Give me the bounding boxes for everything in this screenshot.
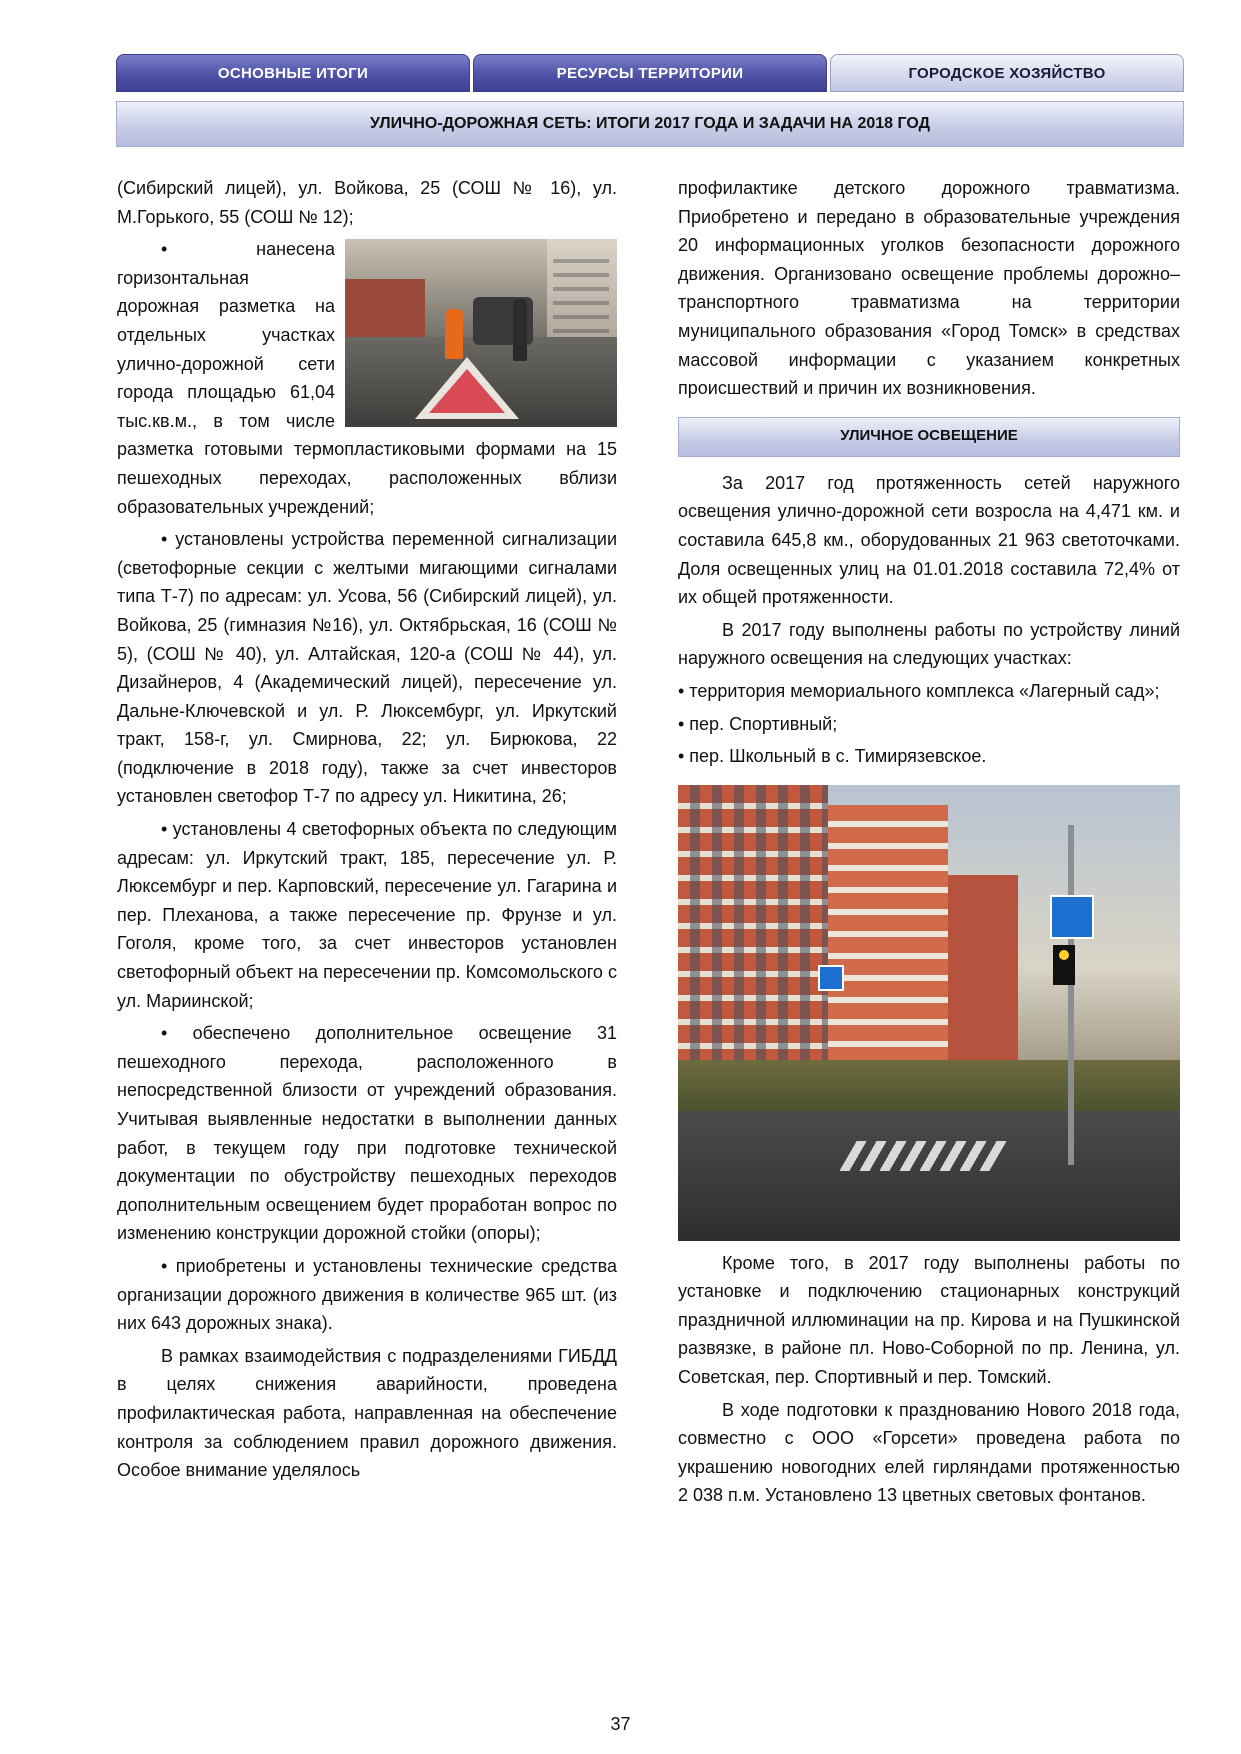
bullet-item: • территория мемориального комплекса «Лагерный сад»; — [678, 680, 1160, 701]
bullet-item: • установлены устройства переменной сигнализации (светофорные секции с желтыми мигающими сигналами типа Т-7) по адресам: ул. Усова, 56 (Сибирский лицей), ул. Войкова, 25 (гимназия №16), ул. Октябрьская, 16 (СОШ № 5), (СОШ № 40), ул. Алтайская, 120-а (СОШ № 44), ул. Дизайнеров, 4 (Академический лицей), пересечение ул. Дальне-Ключевской и ул. Р. Люксембург, ул. Иркутский тракт, 158-г, ул. Смирнова, 22; ул. Бирюкова, 22 (подключение в 2018 году), также за счет инвесторов установлен светофор Т-7 по адресу ул. Никитина, 26; — [117, 529, 617, 807]
paragraph: Кроме того, в 2017 году выполнены работы по установке и подключению стационарных конструкций праздничной иллюминации на пр. Кирова и на Пушкинской развязке, в районе пл. Ново-Соборной по пр. Ленина, ул. Советская, пер. Спортивный и пер. Томский. — [678, 1252, 1180, 1388]
bullet-item: • пер. Спортивный; — [678, 713, 838, 734]
road-marking-photo — [345, 239, 617, 427]
tab-territory-resources[interactable]: РЕСУРСЫ ТЕРРИТОРИИ — [473, 54, 827, 92]
paragraph: В рамках взаимодействия с подразделениями ГИБДД в целях снижения аварийности, проведена профилактическая работа, направленная на обеспечение контроля за соблюдением правил дорожного движения. Особое внимание уделялось — [117, 1345, 617, 1481]
bullet-item: • нанесена горизонтальная дорожная разметка на отдельных участках улично-дорожной сети города площадью 61,04 тыс.кв.м., в том числе разметка готовыми термопластиковыми формами на 15 пешеходных переходах, расположенных вблизи образовательных учреждений; — [117, 239, 617, 517]
page-number: 37 — [610, 1714, 631, 1734]
right-column — [678, 174, 1180, 1514]
street-lighting-photo — [678, 785, 1180, 1241]
paragraph: В 2017 году выполнены работы по устройству линий наружного освещения на следующих участках: — [678, 619, 1180, 669]
bullet-item: • обеспечено дополнительное освещение 31 пешеходного перехода, расположенного в непосредственной близости от учреждений образования. Учитывая выявленные недостатки в выполнении данных работ, в текущем году при подготовке технической документации по обустройству пешеходных переходов дополнительным освещением будет проработан вопрос по изменению конструкции дорожной стойки (опоры); — [117, 1023, 617, 1244]
left-column — [117, 174, 617, 1489]
paragraph: профилактике детского дорожного травматизма. Приобретено и передано в образовательные учреждения 20 информационных уголков безопасности дорожного движения. Организовано освещение проблемы дорожно–транспортного травматизма на территории муниципального образования «Город Томск» в средствах массовой информации с указанием конкретных происшествий и причин их возникновения. — [678, 178, 1180, 399]
paragraph: (Сибирский лицей), ул. Войкова, 25 (СОШ № 16), ул. М.Горького, 55 (СОШ № 12); — [117, 178, 617, 227]
paragraph: В ходе подготовки к празднованию Нового 2018 года, совместно с ООО «Горсети» проведена работа по украшению новогодних елей гирляндами протяженностью 2 038 п.м. Установлено 13 цветных световых фонтанов. — [678, 1399, 1180, 1506]
bullet-item: • приобретены и установлены технические средства организации дорожного движения в количестве 965 шт. (из них 643 дорожных знака). — [117, 1255, 617, 1334]
section-heading-street-lighting: УЛИЧНОЕ ОСВЕЩЕНИЕ — [678, 417, 1180, 457]
tab-city-economy[interactable]: ГОРОДСКОЕ ХОЗЯЙСТВО — [830, 54, 1184, 92]
bullet-item: • пер. Школьный в с. Тимирязевское. — [678, 746, 987, 767]
paragraph: За 2017 год протяженность сетей наружного освещения улично-дорожной сети возросла на 4,471 км. и составила 645,8 км., оборудованных 21 963 светоточками. Доля освещенных улиц на 01.01.2018 составила 72,4% от их общей протяженности. — [678, 472, 1180, 608]
tab-main-results[interactable]: ОСНОВНЫЕ ИТОГИ — [116, 54, 470, 92]
section-tabs — [116, 54, 1184, 92]
bullet-item: • установлены 4 светофорных объекта по следующим адресам: ул. Иркутский тракт, 185, пересечение ул. Р. Люксембург и пер. Карповский, пересечение ул. Гагарина и пер. Плеханова, а также пересечение пр. Фрунзе и ул. Гоголя, кроме того, за счет инвесторов установлен светофорный объект на пересечении пр. Комсомольского с ул. Мариинской; — [117, 819, 617, 1011]
page-title-banner: УЛИЧНО-ДОРОЖНАЯ СЕТЬ: ИТОГИ 2017 ГОДА И ЗАДАЧИ НА 2018 ГОД — [116, 101, 1184, 147]
